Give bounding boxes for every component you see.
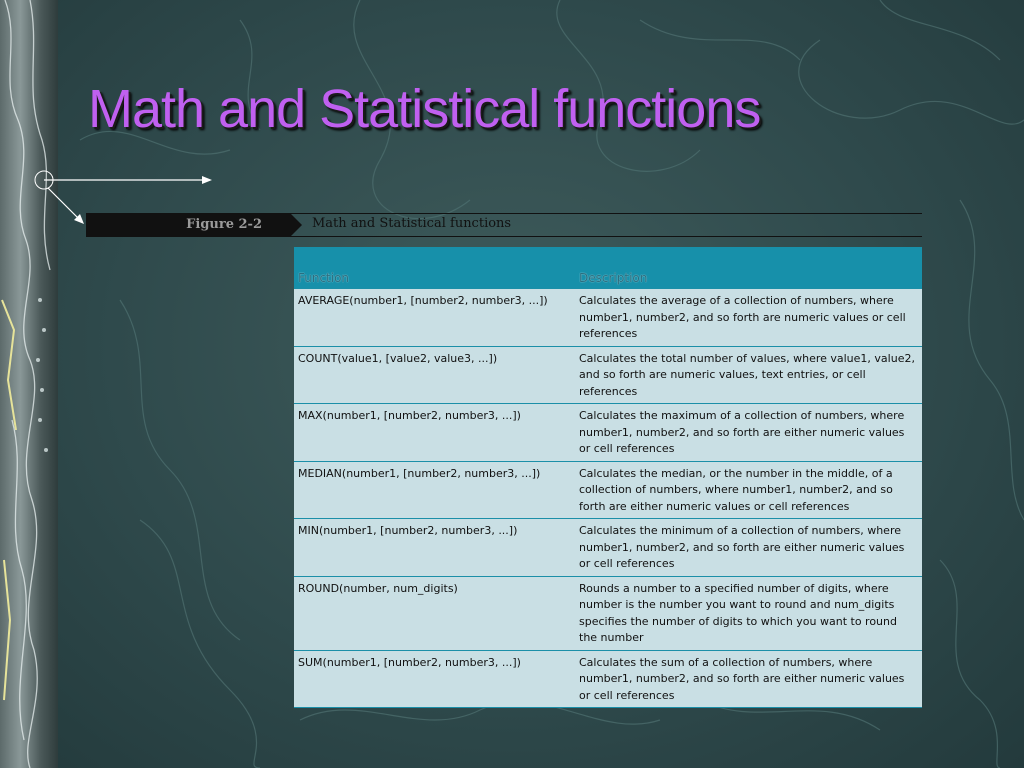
header-description: Description — [575, 247, 922, 289]
table-row — [294, 346, 922, 404]
function-cell: ROUND(number, num_digits) — [294, 576, 575, 650]
figure-caption: Math and Statistical functions — [312, 216, 512, 231]
table-header-row — [294, 247, 922, 289]
figure-caption-bar — [86, 213, 922, 237]
table-row — [294, 461, 922, 519]
description-cell: Calculates the maximum of a collection of numbers, where number1, number2, and so forth are either numeric values or cell references — [575, 404, 922, 462]
description-cell: Calculates the sum of a collection of numbers, where number1, number2, and so forth are either numeric values or cell references — [575, 650, 922, 708]
function-cell: MIN(number1, [number2, number3, ...]) — [294, 519, 575, 577]
function-cell: MAX(number1, [number2, number3, ...]) — [294, 404, 575, 462]
figure-label-arrow — [290, 213, 302, 237]
table-row — [294, 650, 922, 708]
functions-table — [294, 247, 922, 708]
description-cell: Calculates the average of a collection of numbers, where number1, number2, and so forth are numeric values or cell references — [575, 289, 922, 347]
table-row — [294, 576, 922, 650]
function-cell: MEDIAN(number1, [number2, number3, ...]) — [294, 461, 575, 519]
function-cell: AVERAGE(number1, [number2, number3, ...]) — [294, 289, 575, 347]
function-cell: COUNT(value1, [value2, value3, ...]) — [294, 346, 575, 404]
decorative-map-strip — [0, 0, 58, 768]
function-cell: SUM(number1, [number2, number3, ...]) — [294, 650, 575, 708]
description-cell: Calculates the minimum of a collection of numbers, where number1, number2, and so forth are either numeric values or cell references — [575, 519, 922, 577]
table-row — [294, 404, 922, 462]
slide-title: Math and Statistical functions — [88, 79, 761, 139]
description-cell: Calculates the median, or the number in the middle, of a collection of numbers, where number1, number2, and so forth are either numeric values or cell references — [575, 461, 922, 519]
figure-label: Figure 2-2 — [86, 213, 290, 237]
description-cell: Rounds a number to a specified number of digits, where number is the number you want to round and num_digits specifies the number of digits to which you want to round the number — [575, 576, 922, 650]
table-row — [294, 519, 922, 577]
description-cell: Calculates the total number of values, where value1, value2, and so forth are numeric values, text entries, or cell references — [575, 346, 922, 404]
table-row — [294, 289, 922, 347]
header-function: Function — [294, 247, 575, 289]
